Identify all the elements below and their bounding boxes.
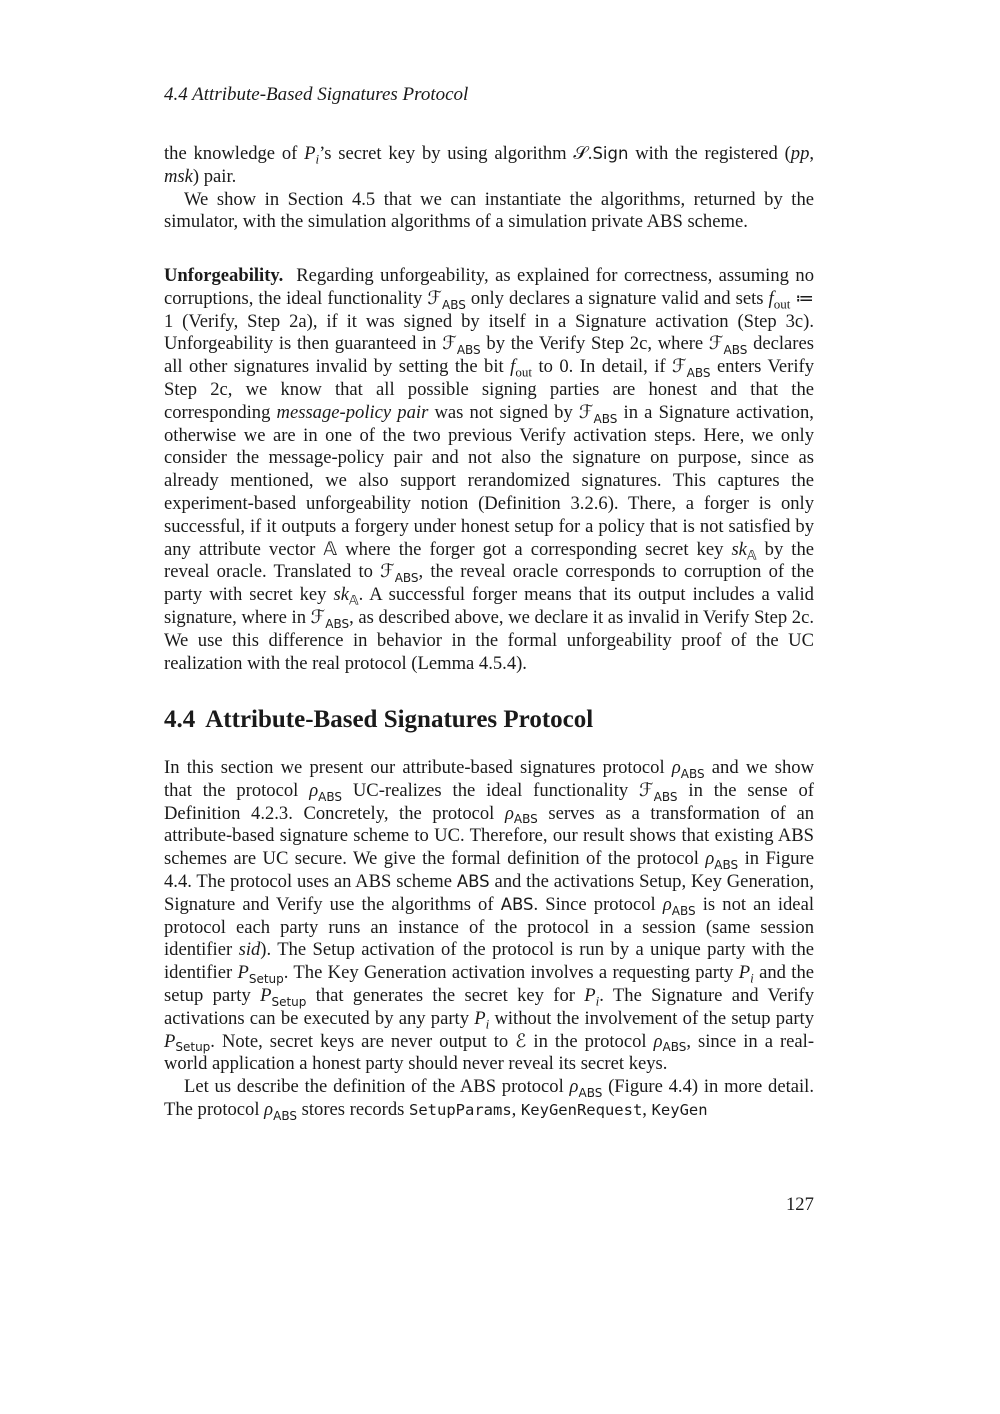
section-body — [164, 757, 814, 1122]
paragraph: In this section we present our attribute-based signatures protocol $\rho_{ABS}$ and we show that the protocol $\rho_{ABS}$ UC-realizes the ideal functionality ℱ$_{ABS}$ in the sense of Definition 4.2.3. Concretely, the protocol $\rho_{ABS}$ serves as a transformation of an attribute-based signature scheme to UC. Therefore, our result shows that existing ABS schemes are UC secure. We give the formal definition of the protocol $\rho_{ABS}$ in Figure 4.4. The protocol uses an ABS scheme ABS and the activations Setup, Key Generation, Signature and Verify use the algorithms of ABS. Since protocol $\rho_{ABS}$ is not an ideal protocol each party runs an instance of the protocol in a session (same session identifier sid). The Setup activation of the protocol is run by a unique party with the identifier $P_{Setup}$. The Key Generation activation involves a requesting party $P_i$ and the setup party $P_{Setup}$ that generates the secret key for $P_i$. The Signature and Verify activations can be executed by any party $P_i$ without the involvement of the setup party $P_{Setup}$. Note, secret keys are never output to ℰ in the protocol $\rho_{ABS}$, since in a real-world application a honest party should never reveal its secret keys. — [164, 757, 815, 1075]
running-head: 4.4 Attribute-Based Signatures Protocol — [164, 84, 469, 105]
paragraph: Let us describe the definition of the ABS protocol $\rho_{ABS}$ (Figure 4.4) in more detail. The protocol $\rho_{ABS}$ stores records SetupParams, KeyGenRequest, KeyGen — [164, 1076, 814, 1123]
paragraph: Unforgeability. Regarding unforgeability, as explained for correctness, assuming no corruptions, the ideal functionality ℱ$_{ABS}$ only declares a signature valid and sets $f_{out}$ ≔ 1 (Verify, Step 2a), if it was signed by itself in a Signature activation (Step 3c). Unforgeability is then guaranteed in ℱ$_{ABS}$ by the Verify Step 2c, where ℱ$_{ABS}$ declares all other signatures invalid by setting the bit $f_{out}$ to 0. In detail, if ℱ$_{ABS}$ enters Verify Step 2c, we know that all possible signing parties are honest and that the corresponding message-policy pair was not signed by ℱ$_{ABS}$ in a Signature activation, otherwise we are in one of the two previous Verify activation steps. Here, we only consider the message-policy pair and not also the signature on purpose, since as already mentioned, we also support rerandomized signatures. This captures the experiment-based unforgeability notion (Definition 3.2.6). There, a forger is only successful, if it outputs a forgery under honest setup for a policy that is not satisfied by any attribute vector 𝔸 where the forger got a corresponding secret key $sk_𝔸$ by the reveal oracle. Translated to ℱ$_{ABS}$, the reveal oracle corresponds to corruption of the party with secret key $sk_𝔸$. A successful forger means that its output includes a valid signature, where in ℱ$_{ABS}$, as described above, we declare it as invalid in Verify Step 2c. We use this difference in behavior in the formal unforgeability proof of the UC realization with the real protocol (Lemma 4.5.4). — [164, 265, 815, 674]
paragraph: the knowledge of $P_i’s$ secret key by using algorithm 𝒮.Sign with the registered (pp, msk) pair. — [164, 143, 815, 187]
unforgeability-block — [164, 265, 814, 675]
paragraph: We show in Section 4.5 that we can instantiate the algorithms, returned by the simulator, with the simulation algorithms of a simulation private ABS scheme. — [164, 188, 814, 233]
section-title: Attribute-Based Signatures Protocol — [205, 706, 594, 733]
section-heading — [164, 706, 593, 734]
page-number: 127 — [786, 1194, 814, 1215]
section-number: 4.4 — [164, 706, 196, 733]
run-in-heading: Unforgeability. — [164, 265, 284, 286]
intro-block — [164, 143, 814, 234]
